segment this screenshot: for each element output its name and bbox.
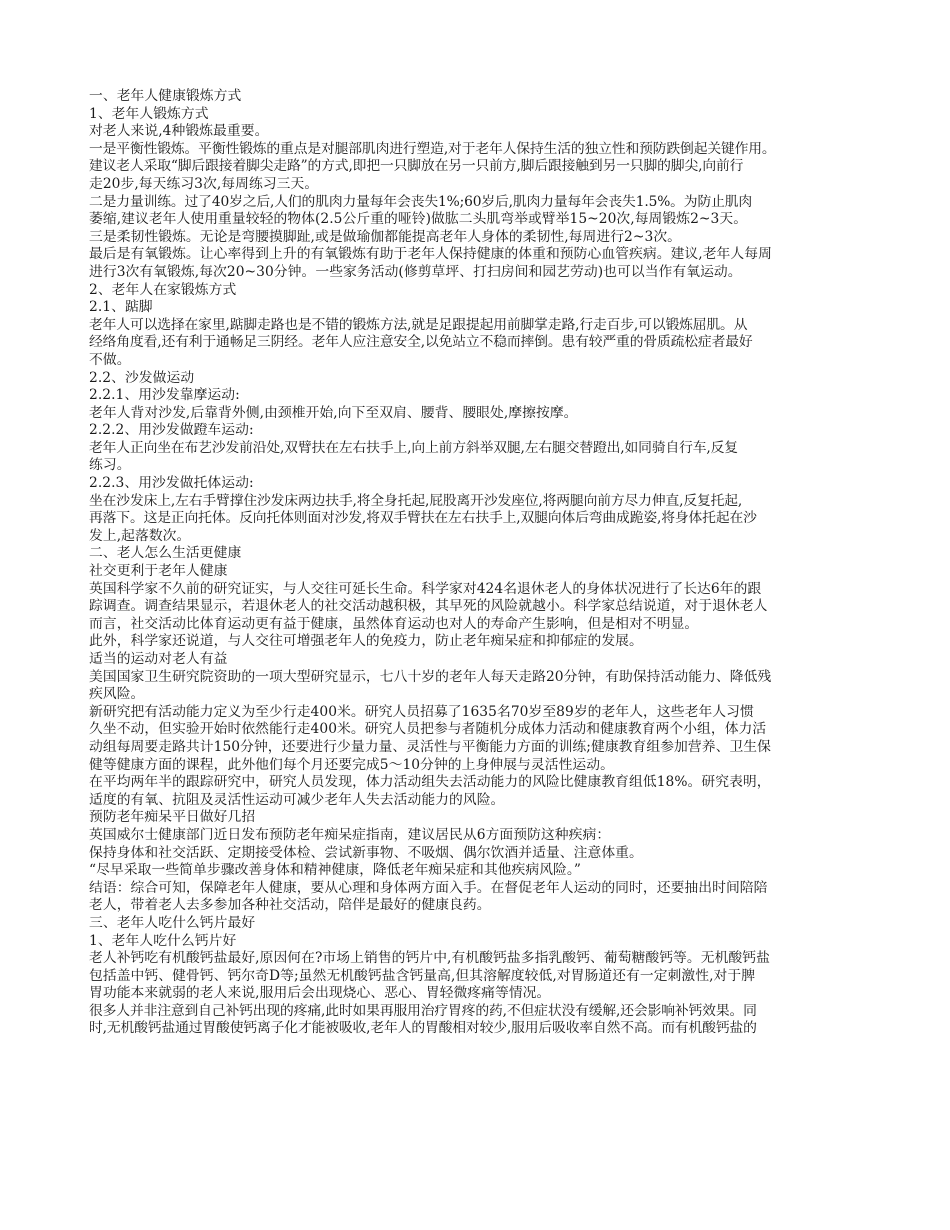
text-line: 在平均两年半的跟踪研究中，研究人员发现，体力活动组失去活动能力的风险比健康教育组低18%。研究表明， xyxy=(89,774,771,791)
text-line: 对老人来说,4种锻炼最重要。 xyxy=(89,123,269,140)
text-line: 三、老年人吃什么钙片最好 xyxy=(89,914,256,931)
text-line: 走20步,每天练习3次,每周练习三天。 xyxy=(89,175,319,192)
text-line: 动组每周要走路共计150分钟，还要进行少量力量、灵活性与平衡能力方面的训练;健康教育组参加营养、卫生保 xyxy=(89,738,771,755)
text-line: 不做。 xyxy=(89,351,131,368)
text-line: 美国国家卫生研究院资助的一项大型研究显示，七八十岁的老年人每天走路20分钟，有助保持活动能力、降低残 xyxy=(89,668,772,685)
text-line: 建议老人采取“脚后跟接着脚尖走路”的方式,即把一只脚放在另一只前方,脚后跟接触到另一只脚的脚尖,向前行 xyxy=(89,158,744,175)
text-line: 2.1、踮脚 xyxy=(89,299,153,316)
text-line: 2、老年人在家锻炼方式 xyxy=(89,281,237,298)
text-line: 发上,起落数次。 xyxy=(89,527,191,544)
text-line: 英国威尔士健康部门近日发布预防老年痴呆症指南，建议居民从6方面预防这种疾病： xyxy=(89,826,611,843)
text-line: “尽早采取一些简单步骤改善身体和精神健康，降低老年痴呆症和其他疾病风险。” xyxy=(89,862,581,879)
text-line: 社交更利于老年人健康 xyxy=(89,563,228,580)
text-line: 久坐不动，但实验开始时依然能行走400米。研究人员把参与者随机分成体力活动和健康教育两个小组，体力活 xyxy=(89,721,767,738)
text-line: 踪调查。调查结果显示，若退休老人的社交活动越积极，其早死的风险就越小。科学家总结说道，对于退休老人 xyxy=(89,598,768,615)
text-line: 进行3次有氧锻炼,每次20~30分钟。一些家务活动(修剪草坪、打扫房间和园艺劳动)也可以当作有氧运动。 xyxy=(89,263,742,280)
text-line: 包括盖中钙、健骨钙、钙尔奇D等;虽然无机酸钙盐含钙量高,但其溶解度较低,对胃肠道还有一定刺激性,对于脾 xyxy=(89,967,756,984)
text-line: 2.2.3、用沙发做托体运动: xyxy=(89,475,254,492)
text-line: 老年人正向坐在布艺沙发前沿处,双臂扶在左右扶手上,向上前方斜举双腿,左右腿交替蹬出,如同骑自行车,反复 xyxy=(89,439,738,456)
text-line: 练习。 xyxy=(89,457,131,474)
text-line: 适度的有氧、抗阻及灵活性运动可减少老年人失去活动能力的风险。 xyxy=(89,791,505,808)
text-line: 萎缩,建议老年人使用重量较轻的物体(2.5公斤重的哑铃)做肱二头肌弯举或臂举15~20次,每周锻炼2~3天。 xyxy=(89,211,748,228)
text-line: 坐在沙发床上,左右手臂撑住沙发床两边扶手,将全身托起,屁股离开沙发座位,将两腿向前方尽力伸直,反复托起, xyxy=(89,492,743,509)
text-line: 1、老年人锻炼方式 xyxy=(89,105,209,122)
text-line: 适当的运动对老人有益 xyxy=(89,651,228,667)
text-line: 一是平衡性锻炼。平衡性锻炼的重点是对腿部肌肉进行塑造,对于老年人保持生活的独立性和预防跌倒起关键作用。 xyxy=(89,140,776,157)
text-line: 时,无机酸钙盐通过胃酸使钙离子化才能被吸收,老年人的胃酸相对较少,服用后吸收率自然不高。而有机酸钙盐的 xyxy=(89,1020,757,1037)
text-line: 英国科学家不久前的研究证实，与人交往可延长生命。科学家对424名退休老人的身体状况进行了长达6年的跟 xyxy=(89,580,762,597)
text-line: 结语：综合可知，保障老年人健康，要从心理和身体两方面入手。在督促老年人运动的同时，还要抽出时间陪陪 xyxy=(89,879,768,896)
text-line: 而言，社交活动比体育运动更有益于健康，虽然体育运动也对人的寿命产生影响，但是相对不明显。 xyxy=(89,615,699,632)
text-line: 2.2.2、用沙发做蹬车运动: xyxy=(89,422,254,439)
text-line: 经络角度看,还有利于通畅足三阴经。老年人应注意安全,以免站立不稳而摔倒。患有较严重的骨质疏松症者最好 xyxy=(89,334,753,351)
text-line: 预防老年痴呆平日做好几招 xyxy=(89,809,256,826)
text-line: 保持身体和社交活跃、定期接受体检、尝试新事物、不吸烟、偶尔饮酒并适量、注意体重。 xyxy=(89,844,643,861)
text-line: 一、老年人健康锻炼方式 xyxy=(89,88,242,104)
text-line: 老人补钙吃有机酸钙盐最好,原因何在?市场上销售的钙片中,有机酸钙盐多指乳酸钙、葡萄糖酸钙等。无机酸钙盐 xyxy=(89,950,770,967)
text-line: 三是柔韧性锻炼。无论是弯腰摸脚趾,或是做瑜伽都能提高老年人身体的柔韧性,每周进行2~3次。 xyxy=(89,228,682,245)
text-line: 此外，科学家还说道，与人交往可增强老年人的免疫力，防止老年痴呆症和抑郁症的发展。 xyxy=(89,633,643,650)
text-line: 2.2、沙发做运动 xyxy=(89,369,195,386)
text-line: 胃功能本来就弱的老人来说,服用后会出现烧心、恶心、胃轻微疼痛等情况。 xyxy=(89,985,551,1002)
text-line: 新研究把有活动能力定义为至少行走400米。研究人员招募了1635名70岁至89岁的老年人，这些老年人习惯 xyxy=(89,703,754,720)
text-line: 最后是有氧锻炼。让心率得到上升的有氧锻炼有助于老年人保持健康的体重和预防心血管疾病。建议,老年人每周 xyxy=(89,246,772,263)
text-line: 二是力量训练。过了40岁之后,人们的肌肉力量每年会丧失1%;60岁后,肌肉力量每年会丧失1.5%。为防止肌肉 xyxy=(89,193,753,210)
text-line: 再落下。这是正向托体。反向托体则面对沙发,将双手臂扶在左右扶手上,双腿向体后弯曲成跪姿,将身体托起在沙 xyxy=(89,510,757,527)
text-line: 疾风险。 xyxy=(89,686,145,703)
text-line: 老年人可以选择在家里,踮脚走路也是不错的锻炼方法,就是足跟提起用前脚掌走路,行走百步,可以锻炼屈肌。从 xyxy=(89,316,748,333)
text-line: 老年人背对沙发,后靠背外侧,由颈椎开始,向下至双肩、腰背、腰眼处,摩擦按摩。 xyxy=(89,404,578,421)
text-line: 2.2.1、用沙发靠摩运动: xyxy=(89,387,240,404)
text-line: 1、老年人吃什么钙片好 xyxy=(89,932,237,949)
text-line: 健等健康方面的课程，此外他们每个月还要完成5～10分钟的上身伸展与灵活性运动。 xyxy=(89,756,614,773)
text-line: 二、老人怎么生活更健康 xyxy=(89,545,242,562)
text-line: 老人，带着老人去多参加各种社交活动，陪伴是最好的健康良药。 xyxy=(89,897,491,914)
text-line: 很多人并非注意到自己补钙出现的疼痛,此时如果再服用治疗胃疼的药,不但症状没有缓解,还会影响补钙效果。同 xyxy=(89,1002,757,1019)
